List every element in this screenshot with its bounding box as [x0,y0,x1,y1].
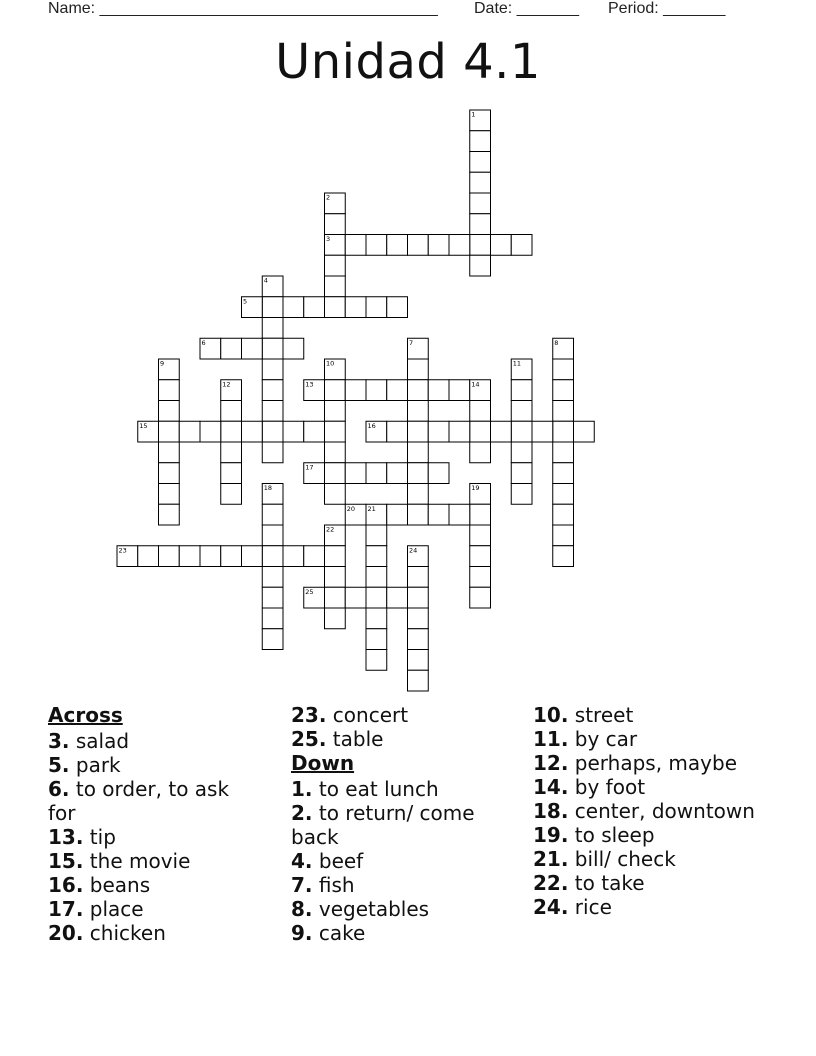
clue-text: chicken [83,921,166,945]
clue-text: to take [568,871,645,895]
clue-text: vegetables [312,897,430,921]
crossword-cell[interactable] [325,546,346,567]
crossword-cell[interactable] [325,297,346,318]
crossword-cell[interactable] [325,608,346,629]
clue-text: cake [312,921,366,945]
clue-item [48,873,248,897]
crossword-cell[interactable] [325,380,346,401]
clue-item [48,753,248,777]
clue-number: 19. [533,823,569,847]
crossword-cell[interactable] [262,442,283,463]
crossword-cell[interactable] [449,504,470,525]
crossword-cell[interactable] [221,463,242,484]
clue-text: concert [326,703,409,727]
crossword-cell[interactable] [262,587,283,608]
crossword-cell[interactable] [470,255,491,276]
clue-item [533,799,763,823]
crossword-cell[interactable] [408,235,429,256]
crossword-cell[interactable] [200,421,221,442]
cell-number: 3 [326,235,331,243]
crossword-cell[interactable] [387,421,408,442]
crossword-cell[interactable] [159,484,180,505]
crossword-cell[interactable] [511,235,532,256]
clue-item [48,849,248,873]
crossword-cell[interactable] [325,276,346,297]
crossword-cell[interactable] [553,484,574,505]
clue-number: 17. [48,897,84,921]
crossword-cell[interactable] [221,338,242,359]
crossword-cell[interactable] [428,504,449,525]
crossword-cell[interactable] [366,546,387,567]
crossword-cell[interactable] [366,235,387,256]
crossword-cell[interactable] [491,421,512,442]
crossword-cell[interactable] [242,338,263,359]
cell-number: 15 [139,421,148,430]
name-field-label[interactable]: Name: ______________________________________ [48,0,438,17]
clue-number: 23. [291,703,327,727]
crossword-cell[interactable] [179,546,200,567]
clue-item [533,847,763,871]
crossword-cell[interactable] [387,297,408,318]
crossword-cell[interactable] [262,546,283,567]
crossword-cell[interactable] [387,504,408,525]
clue-text: by foot [568,775,646,799]
clue-text: street [568,703,634,727]
crossword-cell[interactable] [511,421,532,442]
clue-item [48,825,248,849]
crossword-cell[interactable] [283,297,304,318]
crossword-cell[interactable] [408,442,429,463]
crossword-cell[interactable] [325,484,346,505]
clue-number: 13. [48,825,84,849]
crossword-cell[interactable] [325,421,346,442]
crossword-cell[interactable] [387,463,408,484]
crossword-cell[interactable] [553,504,574,525]
clue-text: perhaps, maybe [568,751,738,775]
crossword-cell[interactable] [470,587,491,608]
crossword-cell[interactable] [366,380,387,401]
crossword-cell[interactable] [553,359,574,380]
crossword-cell[interactable] [553,463,574,484]
cell-number: 25 [305,587,314,596]
crossword-cell[interactable] [408,359,429,380]
cell-number: 4 [263,276,268,285]
period-field-label[interactable]: Period: _______ [608,0,726,17]
crossword-cell[interactable] [408,670,429,691]
clue-item [291,777,501,801]
clue-number: 18. [533,799,569,823]
cell-number: 18 [263,484,273,492]
clue-item [291,703,501,727]
crossword-cell[interactable] [470,131,491,152]
crossword-cell[interactable] [221,484,242,505]
clue-item [533,703,763,727]
clue-number: 1. [291,777,313,801]
crossword-cell[interactable] [159,546,180,567]
crossword-cell[interactable] [325,587,346,608]
crossword-cell[interactable] [449,421,470,442]
crossword-cell[interactable] [262,359,283,380]
crossword-cell[interactable] [408,650,429,671]
cell-number: 10 [326,359,335,368]
crossword-cell[interactable] [262,318,283,339]
cell-number: 11 [512,359,522,368]
clue-text: park [69,753,121,777]
crossword-cell[interactable] [387,587,408,608]
clue-number: 11. [533,727,569,751]
crossword-cell[interactable] [304,546,325,567]
crossword-cell[interactable] [408,463,429,484]
crossword-cell[interactable] [159,421,180,442]
crossword-cell[interactable] [304,297,325,318]
clue-number: 6. [48,777,70,801]
crossword-cell[interactable] [262,421,283,442]
crossword-cell[interactable] [366,608,387,629]
clue-text: rice [568,895,612,919]
clue-number: 2. [291,801,313,825]
clue-text: table [326,727,384,751]
crossword-cell[interactable] [325,463,346,484]
clue-item [533,751,763,775]
clue-number: 3. [48,729,70,753]
crossword-cell[interactable] [221,401,242,422]
clue-item [533,895,763,919]
page-title: Unidad 4.1 [275,34,541,90]
crossword-cell[interactable] [325,255,346,276]
clue-section-heading: Down [291,751,355,775]
crossword-cell[interactable] [366,463,387,484]
clue-number: 10. [533,703,569,727]
crossword-cell[interactable] [200,546,221,567]
crossword-cell[interactable] [262,608,283,629]
crossword-cell[interactable] [470,152,491,173]
clue-number: 7. [291,873,313,897]
clue-number: 25. [291,727,327,751]
crossword-cell[interactable] [408,401,429,422]
crossword-cell[interactable] [470,235,491,256]
clue-text: the movie [83,849,191,873]
crossword-cell[interactable] [408,380,429,401]
clue-item [48,921,248,945]
crossword-cell[interactable] [262,380,283,401]
crossword-cell[interactable] [470,421,491,442]
clue-item [291,873,501,897]
clue-text: bill/ check [568,847,676,871]
clue-column-1 [48,703,248,945]
crossword-cell[interactable] [366,525,387,546]
cell-number: 21 [367,504,376,513]
crossword-cell[interactable] [428,235,449,256]
clue-text: by car [568,727,638,751]
crossword-cell[interactable] [179,421,200,442]
clue-text: place [83,897,144,921]
crossword-cell[interactable] [366,567,387,588]
clue-number: 12. [533,751,569,775]
clue-number: 22. [533,871,569,895]
crossword-cell[interactable] [283,338,304,359]
cell-number: 14 [471,380,480,389]
clue-item [533,871,763,895]
crossword-cell[interactable] [325,214,346,235]
clue-item [291,897,501,921]
cell-number: 16 [367,421,376,430]
cell-number: 12 [222,380,231,389]
clue-column-2 [291,703,501,945]
crossword-cell[interactable] [553,421,574,442]
crossword-cell[interactable] [345,235,366,256]
crossword-cell[interactable] [387,380,408,401]
clue-item [533,775,763,799]
crossword-cell[interactable] [511,401,532,422]
crossword-cell[interactable] [221,442,242,463]
crossword-cell[interactable] [449,235,470,256]
date-field-label[interactable]: Date: _______ [474,0,579,17]
crossword-cell[interactable] [159,380,180,401]
cell-number: 24 [409,546,418,555]
crossword-cell[interactable] [262,504,283,525]
clue-item [48,777,248,825]
crossword-cell[interactable] [262,338,283,359]
clue-text: to order, to ask for [48,777,230,825]
clue-number: 15. [48,849,84,873]
clue-number: 14. [533,775,569,799]
crossword-cell[interactable] [262,525,283,546]
crossword-cell[interactable] [553,380,574,401]
crossword-cell[interactable] [221,546,242,567]
crossword-cell[interactable] [262,567,283,588]
crossword-cell[interactable] [366,297,387,318]
clue-number: 8. [291,897,313,921]
crossword-cell[interactable] [345,297,366,318]
crossword-cell[interactable] [470,567,491,588]
clue-number: 24. [533,895,569,919]
crossword-cell[interactable] [325,442,346,463]
crossword-cell[interactable] [511,463,532,484]
crossword-cell[interactable] [449,380,470,401]
clue-item [48,897,248,921]
crossword-cell[interactable] [470,504,491,525]
clue-column-3 [533,703,763,919]
cell-number: 13 [305,380,314,389]
crossword-cell[interactable] [283,421,304,442]
crossword-cell[interactable] [408,567,429,588]
cell-number: 17 [305,463,314,472]
cell-number: 22 [326,525,335,534]
crossword-cell[interactable] [574,421,595,442]
crossword-cell[interactable] [470,172,491,193]
clue-text: to sleep [568,823,655,847]
crossword-cell[interactable] [470,546,491,567]
clue-text: salad [69,729,130,753]
crossword-cell[interactable] [221,421,242,442]
cell-number: 1 [471,110,476,119]
clue-item [533,727,763,751]
clue-text: beef [312,849,364,873]
crossword-cell[interactable] [428,380,449,401]
crossword-cell[interactable] [553,401,574,422]
crossword-cell[interactable] [242,421,263,442]
cell-number: 6 [201,338,206,347]
cell-number: 5 [243,297,248,306]
crossword-cell[interactable] [470,401,491,422]
crossword-cell[interactable] [366,650,387,671]
cell-number: 9 [160,359,165,368]
crossword-cell[interactable] [408,608,429,629]
crossword-cell[interactable] [345,380,366,401]
crossword-cell[interactable] [470,525,491,546]
clue-number: 20. [48,921,84,945]
crossword-cell[interactable] [262,297,283,318]
clue-number: 16. [48,873,84,897]
clue-item [291,849,501,873]
crossword-cell[interactable] [345,587,366,608]
cell-number: 19 [471,484,480,492]
cell-number: 7 [409,338,414,347]
crossword-cell[interactable] [428,421,449,442]
cell-number: 2 [326,193,331,202]
crossword-cell[interactable] [408,629,429,650]
clue-text: fish [312,873,355,897]
crossword-cell[interactable] [408,587,429,608]
crossword-cell[interactable] [470,214,491,235]
crossword-cell[interactable] [408,484,429,505]
crossword-cell[interactable] [470,193,491,214]
clue-text: beans [83,873,151,897]
crossword-cell[interactable] [159,442,180,463]
crossword-cell[interactable] [366,629,387,650]
crossword-cell[interactable] [553,525,574,546]
crossword-cell[interactable] [138,546,159,567]
clue-item [48,729,248,753]
crossword-cell[interactable] [159,463,180,484]
clue-item [533,823,763,847]
crossword-cell[interactable] [408,504,429,525]
crossword-cell[interactable] [283,546,304,567]
crossword-cell[interactable] [159,401,180,422]
crossword-cell[interactable] [408,421,429,442]
crossword-cell[interactable] [262,401,283,422]
crossword-cell[interactable] [304,421,325,442]
clue-text: to return/ come back [291,801,475,849]
crossword-cell[interactable] [387,235,408,256]
cell-number: 23 [118,546,127,555]
crossword-cell[interactable] [511,380,532,401]
crossword-cell[interactable] [242,546,263,567]
clue-section-heading: Across [48,703,123,727]
crossword-cell[interactable] [325,567,346,588]
cell-number: 20 [346,504,356,513]
clue-text: to eat lunch [312,777,439,801]
crossword-cell[interactable] [491,235,512,256]
clue-number: 9. [291,921,313,945]
crossword-cell[interactable] [553,546,574,567]
clue-number: 21. [533,847,569,871]
clue-text: tip [83,825,116,849]
cell-number: 8 [554,338,559,347]
crossword-cell[interactable] [511,442,532,463]
clue-number: 4. [291,849,313,873]
crossword-cell[interactable] [470,442,491,463]
crossword-cell[interactable] [428,463,449,484]
clue-item [291,727,501,751]
crossword-cell[interactable] [366,587,387,608]
clue-number: 5. [48,753,70,777]
crossword-cell[interactable] [553,442,574,463]
clue-item [291,921,501,945]
crossword-cell[interactable] [532,421,553,442]
crossword-cell[interactable] [345,463,366,484]
crossword-cell[interactable] [325,401,346,422]
crossword-cell[interactable] [159,504,180,525]
crossword-cell[interactable] [511,484,532,505]
clue-item [291,801,501,849]
clue-text: center, downtown [568,799,755,823]
crossword-cell[interactable] [262,629,283,650]
